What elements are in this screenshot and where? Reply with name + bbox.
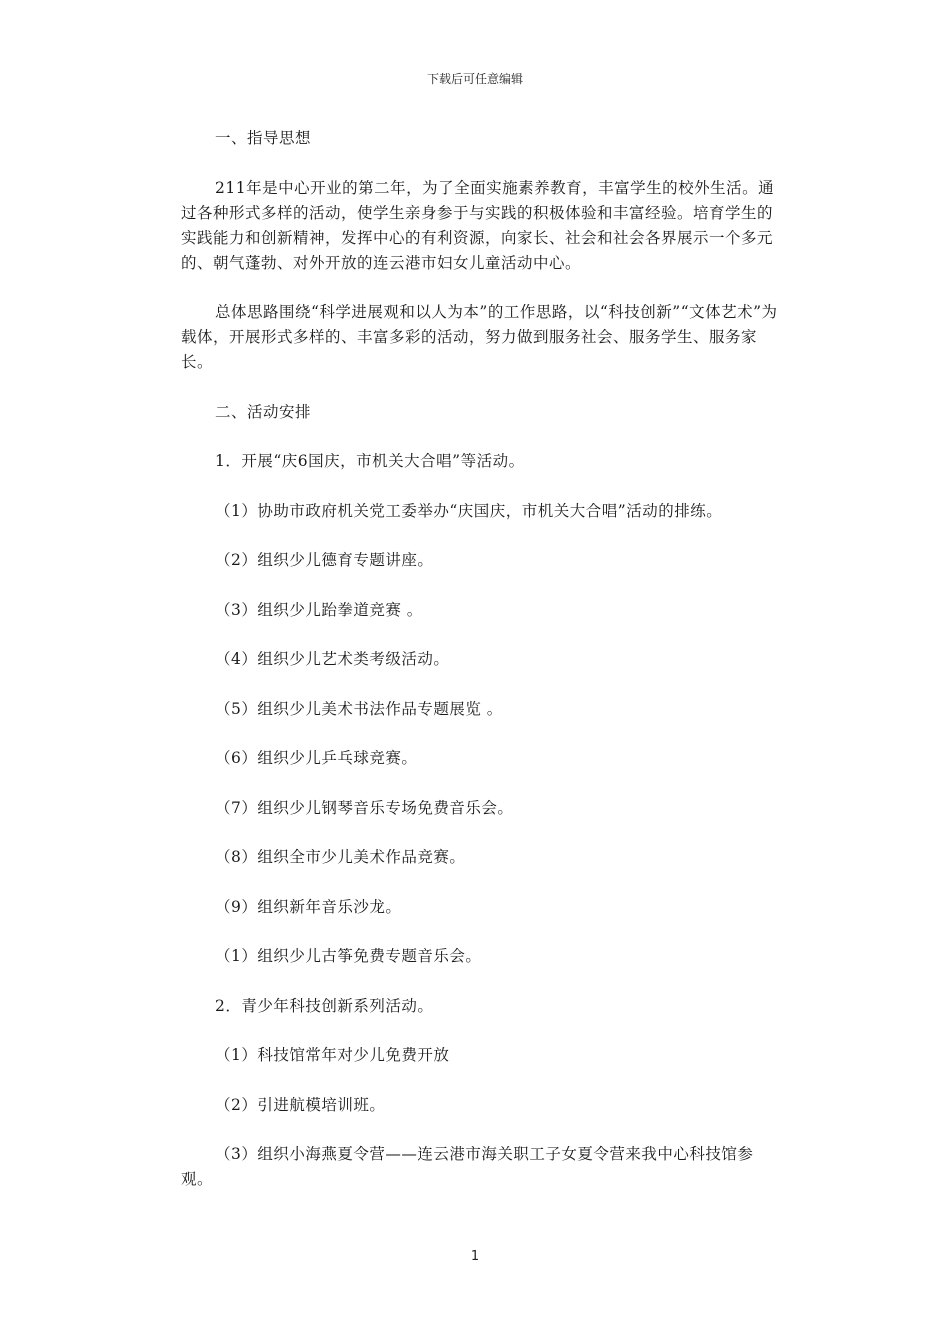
list-item-1-5: （5）组织少儿美术书法作品专题展览 。 xyxy=(215,699,503,718)
paragraph-intro: 211年是中心开业的第二年，为了全面实施素养教育，丰富学生的校外生活。通过各种形式多样的活动，使学生亲身参于与实践的积极体验和丰富经验。培育学生的实践能力和创新精神，发挥中心的有利资源，向家长、社会和社会各界展示一个多元的、朝气蓬勃、对外开放的连云港市妇女儿童活动中心。 xyxy=(181,178,775,272)
list-item-1-7: （7）组织少儿钢琴音乐专场免费音乐会。 xyxy=(215,798,514,817)
list-item-2-3: （3）组织小海燕夏令营——连云港市海关职工子女夏令营来我中心科技馆参观。 xyxy=(181,1145,754,1188)
list-item-1-9: （9）组织新年音乐沙龙。 xyxy=(215,897,402,916)
list-item-1-8: （8）组织全市少儿美术作品竞赛。 xyxy=(215,848,466,866)
list-item-2-2: （2）引进航模培训班。 xyxy=(215,1095,386,1114)
list-item-2-1: （1）科技馆常年对少儿免费开放 xyxy=(215,1046,450,1064)
document-body xyxy=(181,126,781,1217)
section-heading-guiding-ideology: 一、指导思想 xyxy=(215,129,312,147)
list-item-1-4: （4）组织少儿艺术类考级活动。 xyxy=(215,650,450,668)
list-item-1-10: （1）组织少儿古筝免费专题音乐会。 xyxy=(215,947,482,965)
list-item-1-1: （1）协助市政府机关党工委举办“庆国庆，市机关大合唱”活动的排练。 xyxy=(215,501,723,520)
page-number: 1 xyxy=(470,1249,480,1264)
list-item-1-2: （2）组织少儿德育专题讲座。 xyxy=(215,551,434,569)
list-item-1: 1．开展“庆6国庆，市机关大合唱”等活动。 xyxy=(215,452,525,470)
list-item-2: 2．青少年科技创新系列活动。 xyxy=(215,996,434,1015)
paragraph-overall-approach: 总体思路围绕“科学进展观和以人为本”的工作思路，以“科技创新”“文体艺术”为载体，开展形式多样的、丰富多彩的活动，努力做到服务社会、服务学生、服务家长。 xyxy=(181,303,778,371)
list-item-1-6: （6）组织少儿乒乓球竞赛。 xyxy=(215,749,418,767)
section-heading-activities: 二、活动安排 xyxy=(215,402,312,421)
list-item-1-3: （3）组织少儿跆拳道竞赛 。 xyxy=(215,600,423,619)
header-note: 下载后可任意编辑 xyxy=(426,72,523,86)
